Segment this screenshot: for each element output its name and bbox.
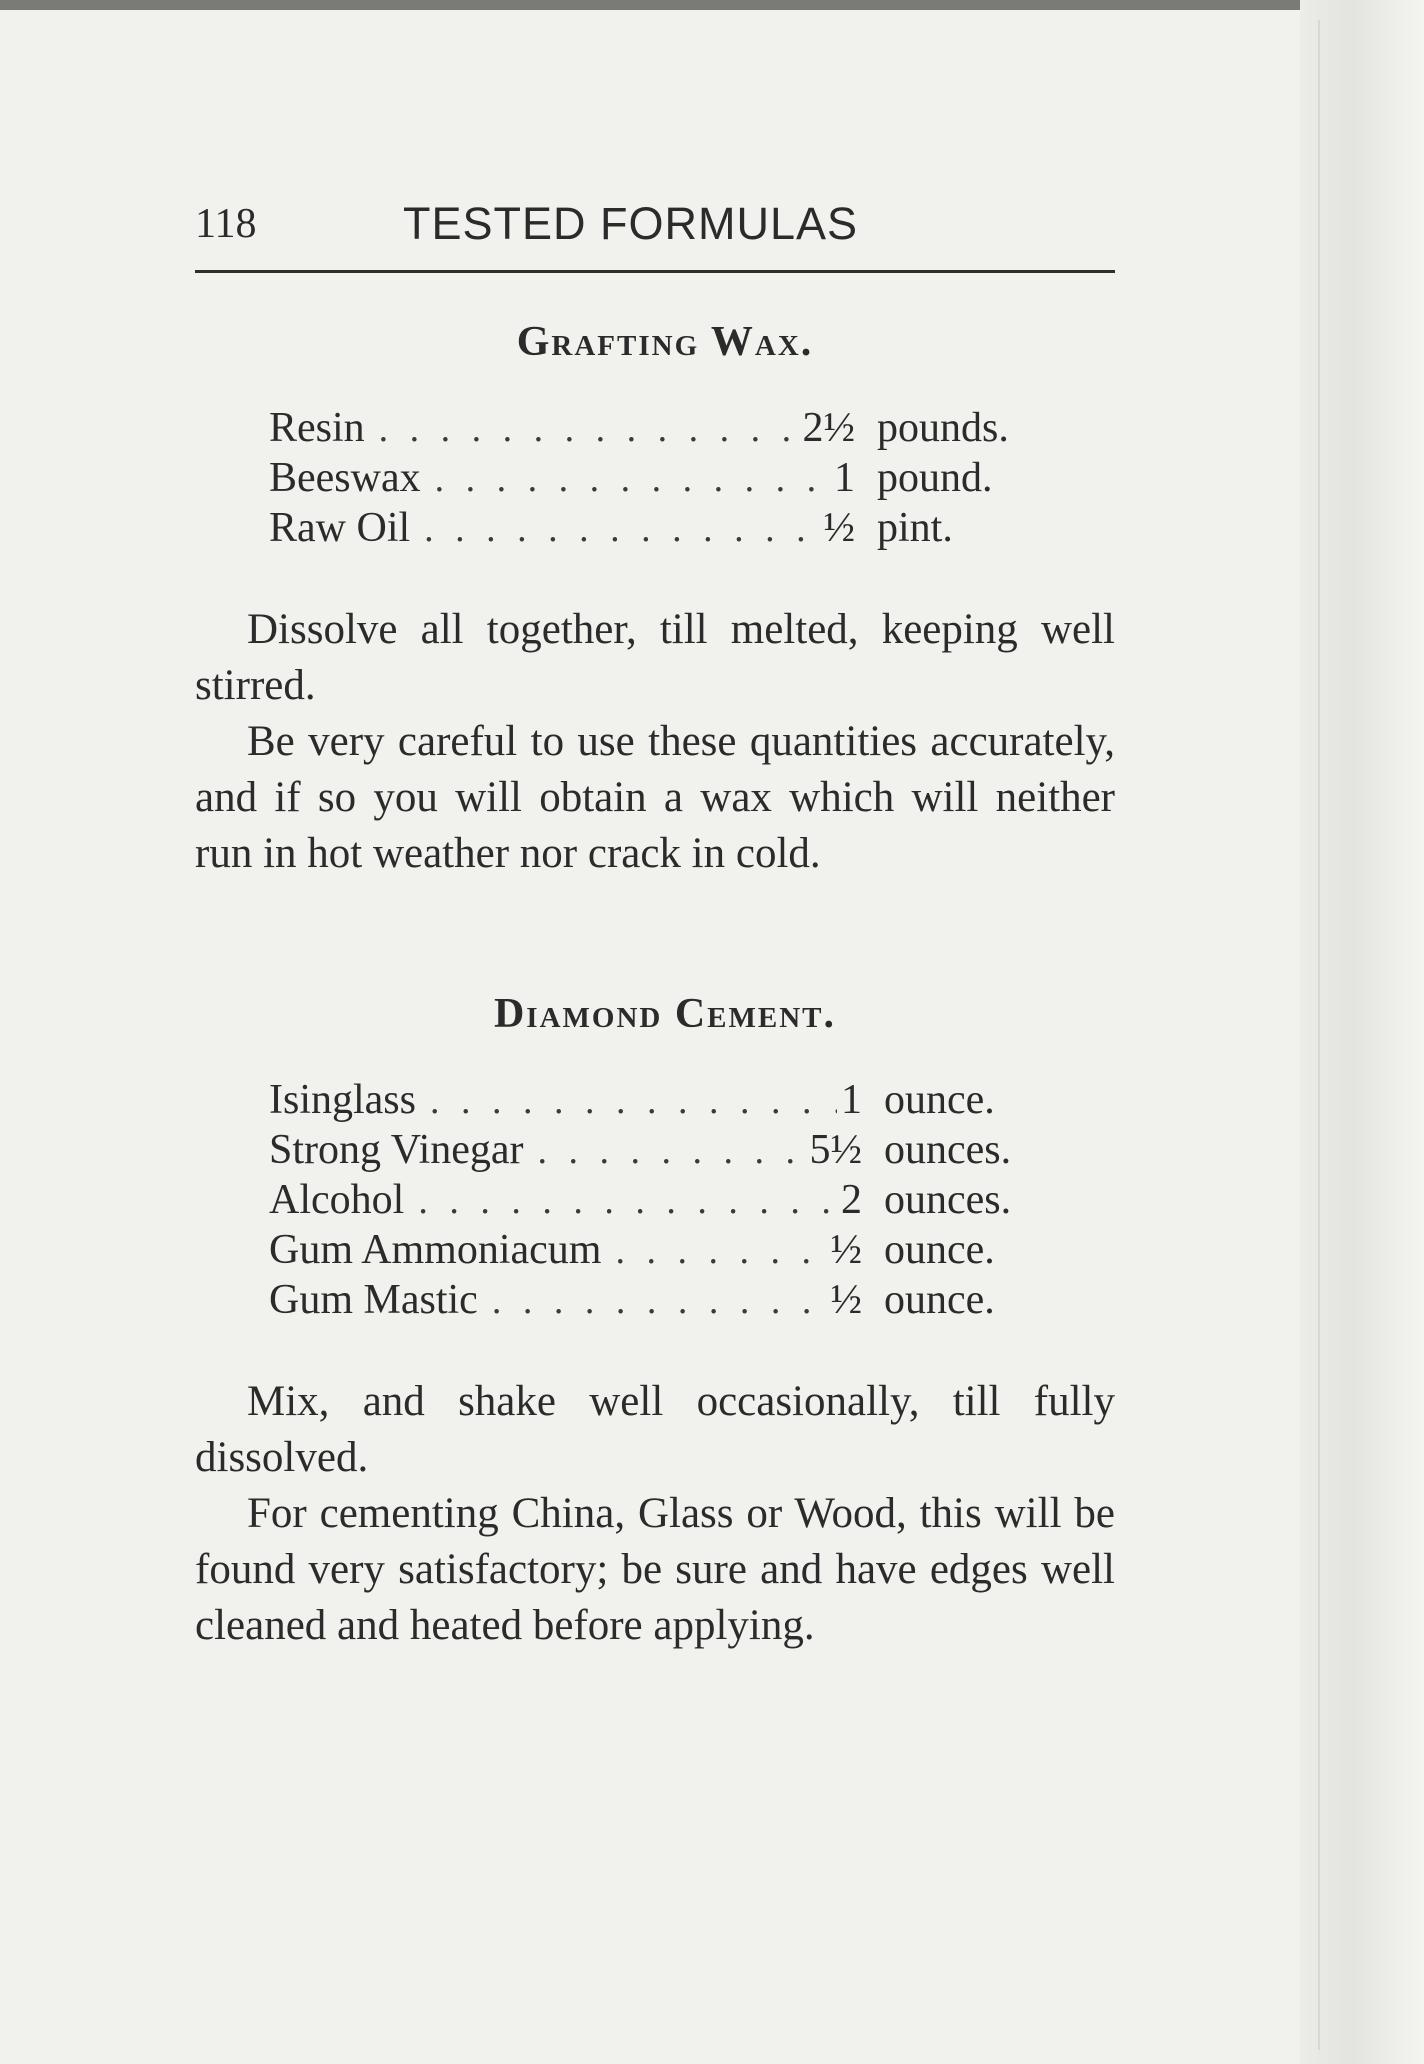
ingredient-name: Alcohol [269, 1177, 405, 1223]
ingredient-quantity: 1 [841, 1077, 862, 1123]
dot-leader [538, 1127, 806, 1176]
ingredient-name: Gum Mastic [269, 1277, 478, 1323]
ingredient-name: Resin [269, 405, 365, 451]
ingredient-unit: pounds. [877, 405, 1009, 451]
instruction-paragraph: For cementing China, Glass or Wood, this will be found very satisfactory; be sure and have edges well cleaned and heated before applying. [195, 1490, 1115, 1649]
ingredient-quantity: 1 [834, 455, 855, 501]
ingredient-name: Strong Vinegar [269, 1127, 524, 1173]
formula-row [269, 1226, 1044, 1276]
ingredient-unit: ounces. [884, 1127, 1012, 1173]
ingredient-quantity: ½ [830, 1277, 862, 1323]
ingredient-unit: pound. [877, 455, 993, 501]
dot-leader [492, 1277, 827, 1326]
running-title: TESTED FORMULAS [403, 198, 859, 249]
formula-row [269, 504, 1037, 554]
formula-row [269, 404, 1037, 454]
ingredient-name: Isinglass [269, 1077, 416, 1123]
section-title-grafting-wax: Grafting Wax. [516, 319, 814, 365]
formula-row [269, 1076, 1044, 1126]
ingredient-quantity: 2 [841, 1177, 862, 1223]
dot-leader [379, 405, 799, 454]
formula-row [269, 1126, 1044, 1176]
ingredient-unit: ounces. [884, 1177, 1012, 1223]
ingredient-quantity: ½ [830, 1227, 862, 1273]
formula-row [269, 1276, 1044, 1326]
ingredient-name: Gum Ammoniacum [269, 1227, 602, 1273]
page-content [195, 180, 1115, 1654]
instruction-paragraph: Dissolve all together, till melted, keeping well stirred. [195, 606, 1115, 709]
section-title-diamond-cement: Diamond Cement. [493, 991, 837, 1037]
formula-list-grafting-wax [269, 404, 1115, 554]
formula-list-diamond-cement [269, 1076, 1115, 1326]
ingredient-unit: ounce. [884, 1077, 995, 1123]
ingredient-unit: pint. [877, 505, 953, 551]
ingredient-name: Beeswax [269, 455, 421, 501]
formula-row [269, 454, 1037, 504]
header-rule [195, 270, 1115, 273]
formula-row [269, 1176, 1044, 1226]
instruction-paragraph: Mix, and shake well occasionally, till fully dissolved. [195, 1378, 1115, 1481]
gutter-edge [1318, 20, 1320, 2050]
page-number: 118 [195, 201, 257, 247]
ingredient-unit: ounce. [884, 1277, 995, 1323]
ingredient-quantity: 5½ [809, 1127, 862, 1173]
ingredient-name: Raw Oil [269, 505, 411, 551]
dot-leader [615, 1227, 826, 1276]
ingredient-quantity: 2½ [802, 405, 855, 451]
ingredient-unit: ounce. [884, 1227, 995, 1273]
running-head [195, 180, 1115, 266]
dot-leader [430, 1077, 837, 1126]
dot-leader [418, 1177, 837, 1226]
dot-leader [435, 455, 830, 504]
instruction-paragraph: Be very careful to use these quantities accurately, and if so you will obtain a wax which will neither run in hot weather nor crack in cold. [195, 718, 1115, 877]
dot-leader [424, 505, 819, 554]
ingredient-quantity: ½ [823, 505, 855, 551]
